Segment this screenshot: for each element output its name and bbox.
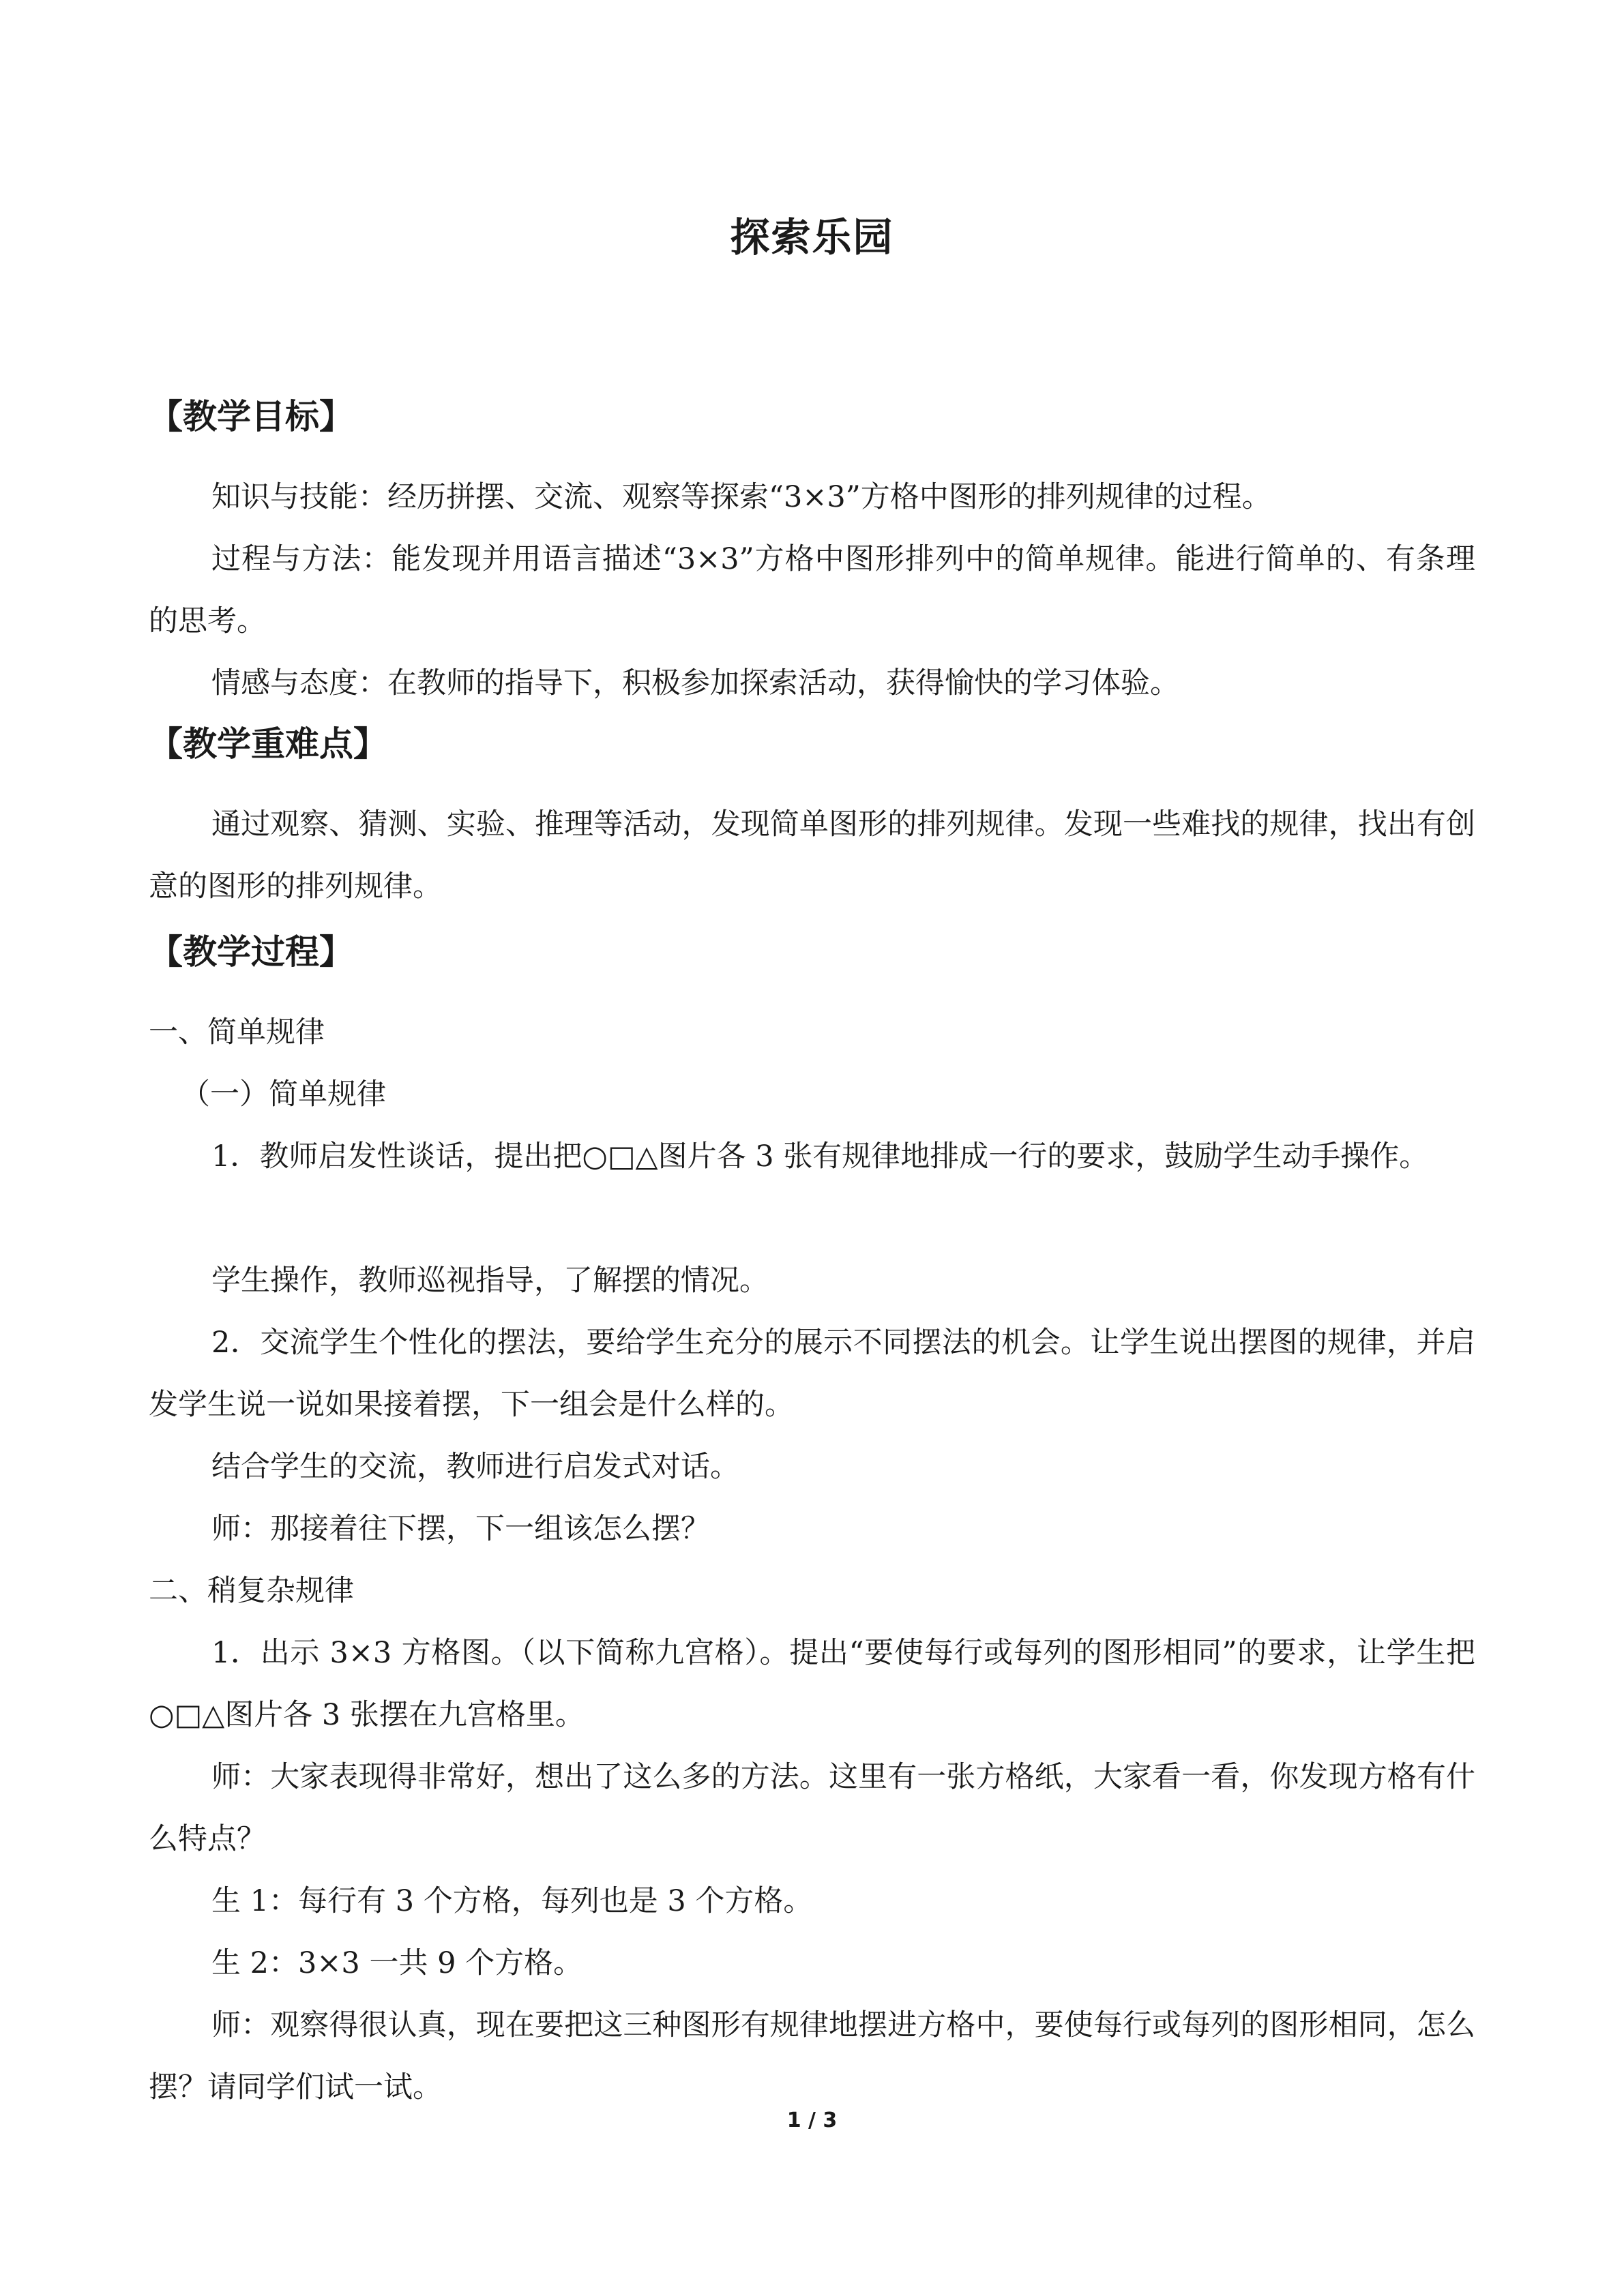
part-one-subheading: （一）简单规律 [181, 1077, 386, 1112]
part-one-heading: 一、简单规律 [149, 1015, 325, 1049]
process-paragraph-9: 生 2：3×3 一共 9 个方格。 [211, 1946, 583, 1980]
goal-emotion-attitude: 情感与态度：在教师的指导下，积极参加探索活动，获得愉快的学习体验。 [211, 666, 1179, 700]
process-paragraph-1: 1．教师启发性谈话，提出把○□△图片各 3 张有规律地排成一行的要求，鼓励学生动手操作。 [211, 1139, 1429, 1174]
part-two-heading: 二、稍复杂规律 [149, 1574, 354, 1608]
process-paragraph-2: 学生操作，教师巡视指导，了解摆的情况。 [211, 1264, 769, 1298]
process-paragraph-8: 生 1：每行有 3 个方格，每列也是 3 个方格。 [211, 1884, 813, 1918]
page-number: 1 / 3 [786, 2108, 838, 2132]
keypoints-paragraph: 通过观察、猜测、实验、推理等活动，发现简单图形的排列规律。发现一些难找的规律，找出有创意的图形的排列规律。 [149, 807, 1475, 904]
document-title: 探索乐园 [730, 214, 894, 260]
process-paragraph-4: 结合学生的交流，教师进行启发式对话。 [211, 1450, 739, 1484]
goal-process-method: 过程与方法：能发现并用语言描述“3×3”方格中图形排列中的简单规律。能进行简单的、有条理的思考。 [149, 542, 1475, 638]
process-paragraph-7: 师：大家表现得非常好，想出了这么多的方法。这里有一张方格纸，大家看一看，你发现方格有什么特点？ [149, 1760, 1475, 1856]
heading-teaching-goals: 【教学目标】 [149, 397, 353, 436]
process-paragraph-6: 1．出示 3×3 方格图。（以下简称九宫格）。提出“要使每行或每列的图形相同”的要求，让学生把○□△图片各 3 张摆在九宫格里。 [149, 1636, 1475, 1732]
process-paragraph-10: 师：观察得很认真，现在要把这三种图形有规律地摆进方格中，要使每行或每列的图形相同，怎么摆？请同学们试一试。 [149, 2008, 1475, 2104]
heading-teaching-process: 【教学过程】 [149, 932, 353, 972]
process-paragraph-3: 2．交流学生个性化的摆法，要给学生充分的展示不同摆法的机会。让学生说出摆图的规律，并启发学生说一说如果接着摆，下一组会是什么样的。 [149, 1326, 1475, 1422]
process-paragraph-5: 师：那接着往下摆，下一组该怎么摆？ [211, 1512, 710, 1546]
goal-knowledge-skills: 知识与技能：经历拼摆、交流、观察等探索“3×3”方格中图形的排列规律的过程。 [211, 480, 1271, 514]
heading-key-difficult-points: 【教学重难点】 [149, 724, 387, 764]
